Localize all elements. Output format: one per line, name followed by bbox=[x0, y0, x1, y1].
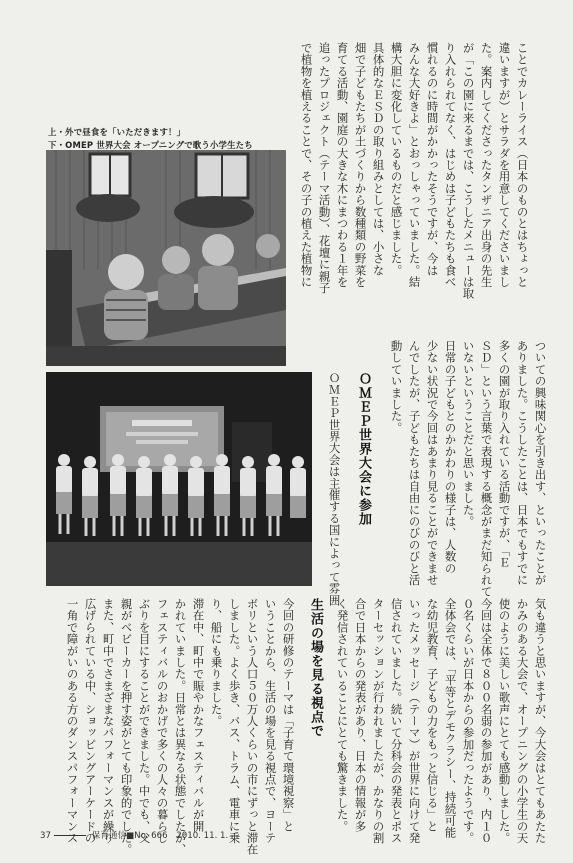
lower-col-6: 全体会では、「平等とデモクラシー、持続可能 bbox=[443, 598, 458, 838]
upper-col-4: が「この園に来るまでは、こうしたメニューは取 bbox=[461, 42, 476, 300]
right-col-3: 多くの園が取り入れている活動ですが、「Ｅ bbox=[497, 340, 512, 569]
lower-col-12: く発信されていることにとても驚きました。 bbox=[335, 598, 350, 832]
omep-col-1: ＯＭＥＰ世界大会は主催する国によって雰囲 bbox=[327, 372, 342, 606]
upper-col-9: 具体的なＥＳＤの取り組みとしては、小さな bbox=[371, 42, 386, 276]
lower-col-8: いったメッセージ（テーマ）が世界に向けて発 bbox=[407, 598, 422, 844]
caption-upper-photo: 上・外で昼食を「いただきます！」 bbox=[48, 127, 186, 137]
right-col-4: ＳＤ」という言葉で表現する概念がまだ知られて bbox=[479, 340, 494, 598]
right-col-9: 動していました。 bbox=[389, 340, 404, 434]
upper-col-7: みんな大好きよ」とおっしゃっていました。結 bbox=[407, 42, 422, 288]
upper-col-11: 育てる活動、園庭の大きな木にまつわる１年を bbox=[335, 42, 350, 288]
lower-col-10: ターセッションが行われましたが、かなりの割 bbox=[371, 598, 386, 844]
upper-col-2: 違いますが）とサラダを用意してくださいまし bbox=[497, 42, 512, 288]
right-col-6: 日常の子どもとのかかわりの様子は、人数の bbox=[443, 340, 458, 574]
upper-col-1: ことでカレーライス（日本のものとはちょっと bbox=[515, 42, 530, 288]
upper-col-13: で植物を植えることで、その子の植えた植物に bbox=[299, 42, 314, 288]
lower-col-4: 今回は全体で８００名弱の参加があり、内１０ bbox=[479, 598, 494, 844]
photo-omep-opening bbox=[46, 372, 312, 586]
upper-col-10: 畑で子どもたちが土づくりから数種類の野菜を bbox=[353, 42, 368, 288]
lower-col-9: 信されていました。続いて分科会の発表とポス bbox=[389, 598, 404, 844]
heading-omep: ＯＭＥＰ世界大会に参加 bbox=[356, 372, 371, 526]
footer-rule bbox=[54, 835, 86, 836]
life-col-4: しました。よく歩き、バス、トラム、電車に乗 bbox=[227, 598, 242, 844]
life-col-7: かれていました。日常とは異なる状態でしたが、 bbox=[173, 598, 188, 856]
life-col-10: 親がベビーカーを押す姿がとても印象的でした。 bbox=[119, 598, 134, 856]
upper-col-8: 構大胆に変化しているものだと感じました。 bbox=[389, 42, 404, 276]
page-number: 37 bbox=[40, 831, 51, 841]
photo-outdoor-lunch bbox=[46, 150, 286, 366]
photo-outdoor-lunch-image bbox=[46, 150, 286, 366]
lower-col-1: 気も違うと思いますが、今大会はとてもあたた bbox=[533, 598, 548, 844]
life-col-12: 広げられている中、ショッピングアーケードの bbox=[83, 598, 98, 844]
right-col-8: んでしたが、子どもたちは自由にのびのびと活 bbox=[407, 340, 422, 586]
heading-seikatsu: 生活の場を見る視点で bbox=[308, 598, 323, 738]
issue-date: 2010. 11. 1. bbox=[176, 831, 229, 841]
upper-col-6: 慣れるのに時間がかかったそうですが、今は bbox=[425, 42, 440, 276]
publication-name: 保育通信■No. 666 bbox=[91, 831, 168, 841]
right-col-7: 少ない状況で今回はあまり見ることができませ bbox=[425, 340, 440, 586]
right-col-5: いないということだと思いました。 bbox=[461, 340, 476, 528]
life-col-13: 一角で障がいのある方のダンスパフォーマンス bbox=[65, 598, 80, 844]
right-col-1: ついての興味関心を引き出す、といったことが bbox=[533, 340, 548, 586]
lower-col-5: ０名くらいが日本からの参加だったようです。 bbox=[461, 598, 476, 844]
upper-col-12: 追ったプロジェクト（テーマ活動）、花壇に親子 bbox=[317, 42, 332, 294]
life-col-3: ボリという人口５０万人くらいの市にずっと滞在 bbox=[245, 598, 260, 856]
life-col-5: り、船にも乗りました。 bbox=[209, 598, 224, 727]
life-col-6: 滞在中、町中で賑やかなフェスティバルが開 bbox=[191, 598, 206, 832]
lower-col-3: 使のように美しい歌声にとても感動しました。 bbox=[497, 598, 512, 844]
lower-col-7: な幼児教育、子どもの力をもっと信じる」と bbox=[425, 598, 440, 832]
life-col-8: フェスティバルのおかげで多くの人々の暮らし bbox=[155, 598, 170, 844]
right-col-2: ありました。こうしたことは、日本でもすでに bbox=[515, 340, 530, 586]
life-col-1: 今回の研修のテーマは「子育て環境視察」と bbox=[281, 598, 296, 832]
page-footer bbox=[40, 829, 228, 841]
lower-col-11: 合で日本からの発表があり、日本の情報が多 bbox=[353, 598, 368, 832]
life-col-9: ぶりを目にすることができました。中でも、父 bbox=[137, 598, 152, 844]
caption-lower-photo: 下・OMEP 世界大会 オープニングで歌う小学生たち bbox=[48, 140, 253, 150]
upper-col-3: た。案内してくださったタンザニア出身の先生 bbox=[479, 42, 494, 288]
photo-omep-opening-image bbox=[46, 372, 312, 586]
upper-col-5: り入れられてなく、はじめは子どもたちも食べ bbox=[443, 42, 458, 288]
life-col-11: また、町中でさまざまなパフォーマンスが繰り bbox=[101, 598, 116, 844]
lower-col-2: かみのある大会で、オープニングの小学生の天 bbox=[515, 598, 530, 844]
life-col-2: いうことから、生活の場を見る視点で、ヨーテ bbox=[263, 598, 278, 844]
